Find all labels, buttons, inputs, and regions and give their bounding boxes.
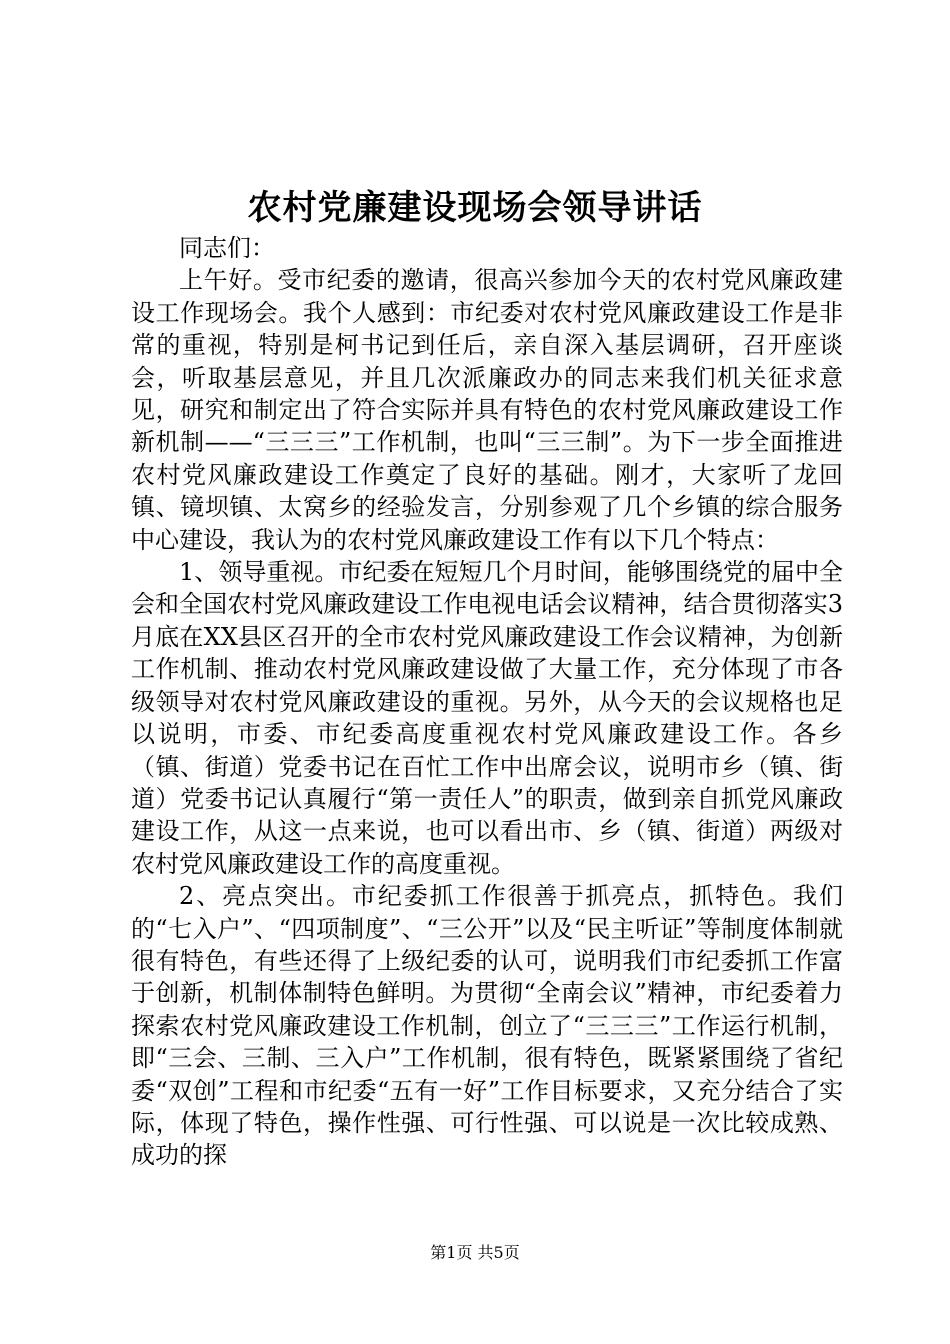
paragraph-intro: 上午好。受市纪委的邀请，很高兴参加今天的农村党风廉政建设工作现场会。我个人感到：市纪委对农村党风廉政建设工作是非常的重视，特别是柯书记到任后，亲自深入基层调研，召开座谈会，听取基层意见，并且几次派廉政办的同志来我们机关征求意见，研究和制定出了符合实际并具有特色的农村党风廉政建设工作新机制——“三三三”工作机制，也叫“三三制”。为下一步全面推进农村党风廉政建设工作奠定了良好的基础。刚才，大家听了龙回镇、镜坝镇、太窝乡的经验发言，分别参观了几个乡镇的综合服务中心建设，我认为的农村党风廉政建设工作有以下几个特点： xyxy=(131,266,843,554)
paragraph-point-2: 2、亮点突出。市纪委抓工作很善于抓亮点，抓特色。我们的“七入户”、“四项制度”、“三公开”以及“民主听证”等制度体制就很有特色，有些还得了上级纪委的认可，说明我们市纪委抓工作富于创新，机制体制特色鲜明。为贯彻“全南会议”精神，市纪委着力探索农村党风廉政建设工作机制，创立了“三三三”工作运行机制，即“三会、三制、三入户”工作机制，很有特色，既紧紧围绕了省纪委“双创”工程和市纪委“五有一好”工作目标要求，又充分结合了实际，体现了特色，操作性强、可行性强、可以说是一次比较成熟、成功的探 xyxy=(131,882,843,1170)
salutation: 同志们： xyxy=(179,234,275,262)
page-footer: 第1页 共5页 xyxy=(430,1243,520,1262)
paragraph-point-1: 1、领导重视。市纪委在短短几个月时间，能够围绕党的届中全会和全国农村党风廉政建设工作电视电话会议精神，结合贯彻落实3月底在XX县区召开的全市农村党风廉政建设工作会议精神，为创新工作机制、推动农村党风廉政建设做了大量工作，充分体现了市各级领导对农村党风廉政建设的重视。另外，从今天的会议规格也足以说明，市委、市纪委高度重视农村党风廉政建设工作。各乡（镇、街道）党委书记在百忙工作中出席会议，说明市乡（镇、街道）党委书记认真履行“第一责任人”的职责，做到亲自抓党风廉政建设工作，从这一点来说，也可以看出市、乡（镇、街道）两级对农村党风廉政建设工作的高度重视。 xyxy=(131,558,843,878)
document-title: 农村党廉建设现场会领导讲话 xyxy=(247,188,703,228)
document-body xyxy=(131,232,843,1172)
